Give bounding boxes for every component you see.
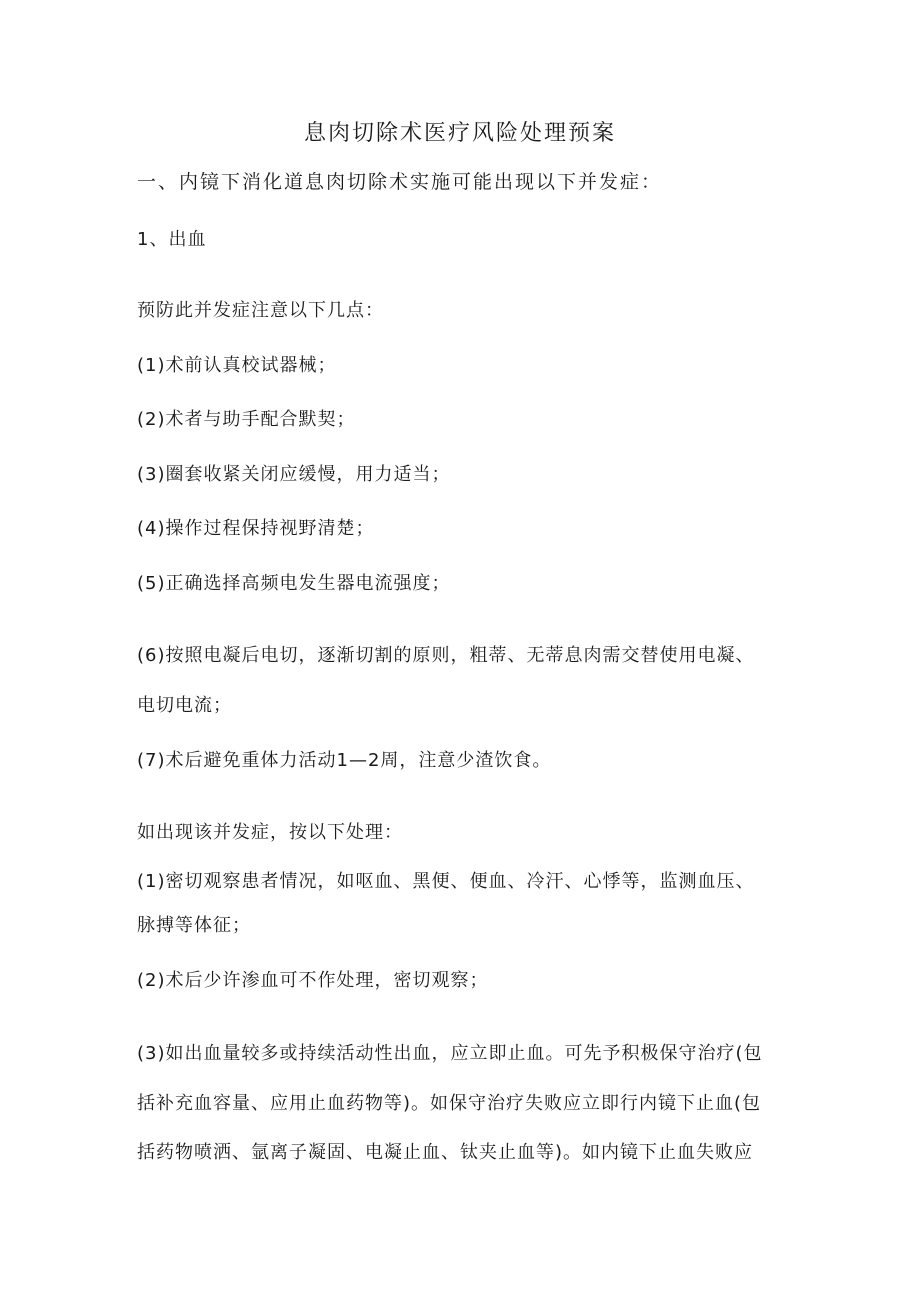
treatment-line: 括补充血容量、应用止血药物等)。如保守治疗失败应立即行内镜下止血(包 — [137, 1093, 762, 1114]
prevention-intro: 预防此并发症注意以下几点： — [137, 300, 384, 321]
treatment-line: (1)密切观察患者情况，如呕血、黑便、便血、冷汗、心悸等，监测血压、 — [137, 871, 755, 892]
prevention-line: (5)正确选择高频电发生器电流强度； — [137, 573, 451, 594]
section-heading: 一、内镜下消化道息肉切除术实施可能出现以下并发症： — [137, 171, 663, 193]
prevention-line: (4)操作过程保持视野清楚； — [137, 518, 375, 539]
prevention-line: (7)术后避免重体力活动1—2周，注意少渣饮食。 — [137, 750, 552, 771]
prevention-line: (1)术前认真校试器械； — [137, 355, 337, 376]
treatment-line: 括药物喷洒、氩离子凝固、电凝止血、钛夹止血等)。如内镜下止血失败应 — [137, 1142, 754, 1163]
treatment-line: 脉搏等体征； — [137, 915, 251, 936]
prevention-line: 电切电流； — [137, 695, 232, 716]
treatment-line: (2)术后少许渗血可不作处理，密切观察； — [137, 970, 489, 991]
treatment-line: (3)如出血量较多或持续活动性出血，应立即止血。可先予积极保守治疗(包 — [137, 1043, 763, 1064]
treatment-intro: 如出现该并发症，按以下处理： — [137, 822, 403, 843]
prevention-line: (6)按照电凝后电切，逐渐切割的原则，粗蒂、无蒂息肉需交替使用电凝、 — [137, 645, 755, 666]
prevention-line: (2)术者与助手配合默契； — [137, 409, 356, 430]
item-title: 1、出血 — [137, 229, 207, 250]
document-title: 息肉切除术医疗风险处理预案 — [303, 121, 616, 146]
prevention-line: (3)圈套收紧关闭应缓慢，用力适当； — [137, 464, 451, 485]
